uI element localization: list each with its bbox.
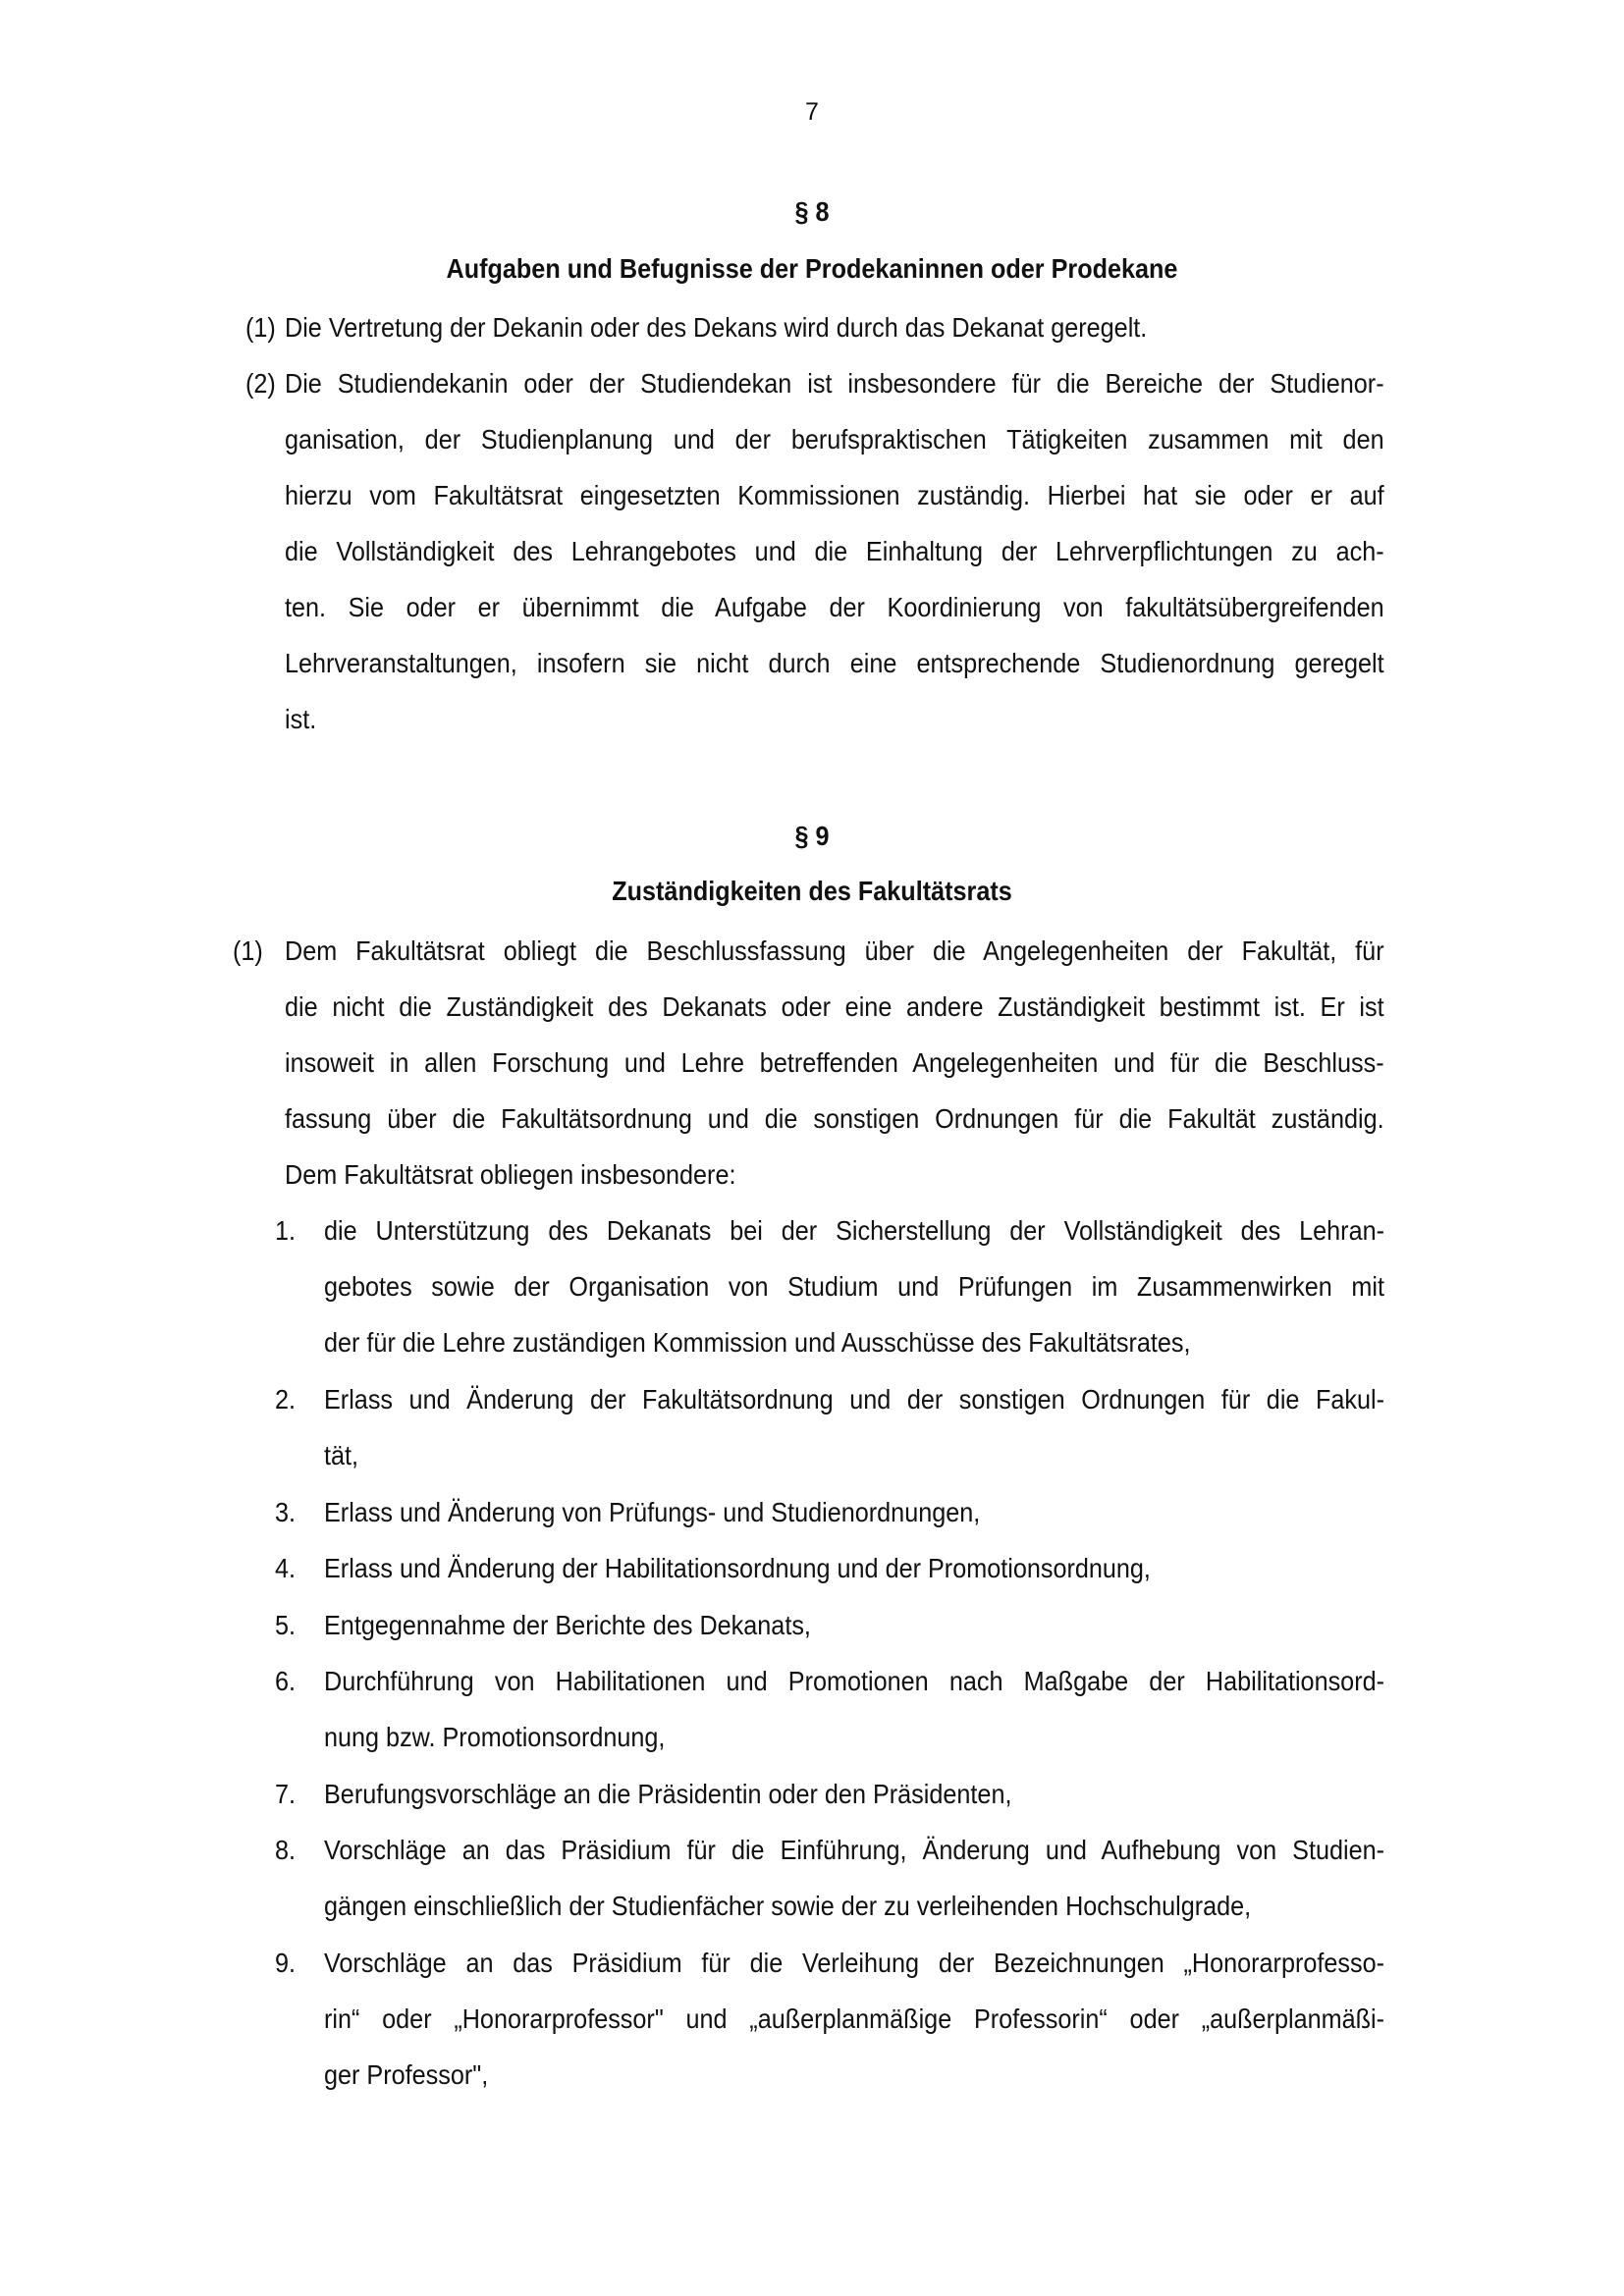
list-item-marker: 5.: [275, 1610, 297, 1640]
paragraph-line: ist.: [285, 704, 317, 734]
list-item-line: Vorschläge an das Präsidium für die Einführung, Änderung und Aufhebung von Studien-: [324, 1835, 1384, 1865]
paragraph-line: ganisation, der Studienplanung und der berufspraktischen Tätigkeiten zusammen mit den: [285, 424, 1384, 454]
list-item-marker: 4.: [275, 1553, 297, 1583]
paragraph-line: insoweit in allen Forschung und Lehre betreffenden Angelegenheiten und für die Beschluss-: [285, 1047, 1384, 1078]
list-item-marker: 8.: [275, 1835, 297, 1865]
paragraph-marker: (1): [245, 312, 276, 343]
list-item-marker: 7.: [275, 1779, 297, 1809]
list-item-line: Erlass und Änderung der Habilitationsordnung und der Promotionsordnung,: [324, 1553, 1151, 1583]
paragraph-line: Die Studiendekanin oder der Studiendekan ist insbesondere für die Bereiche der Studienor-: [285, 368, 1384, 399]
paragraph-line: ten. Sie oder er übernimmt die Aufgabe der Koordinierung von fakultätsübergreifenden: [285, 592, 1384, 622]
list-item-line: die Unterstützung des Dekanats bei der Sicherstellung der Vollständigkeit des Lehran-: [324, 1215, 1384, 1246]
list-item-line: tät,: [324, 1440, 359, 1470]
section-9-number: § 9: [794, 821, 830, 851]
paragraph-line: Dem Fakultätsrat obliegt die Beschlussfassung über die Angelegenheiten der Fakultät, für: [285, 935, 1384, 966]
list-item-line: der für die Lehre zuständigen Kommission und Ausschüsse des Fakultätsrates,: [324, 1327, 1191, 1358]
list-item-marker: 1.: [275, 1215, 297, 1246]
paragraph-line: Lehrveranstaltungen, insofern sie nicht durch eine entsprechende Studienordnung geregelt: [285, 648, 1384, 678]
paragraph-line: die Vollständigkeit des Lehrangebotes und die Einhaltung der Lehrverpflichtungen zu ach-: [285, 536, 1384, 566]
paragraph-line: Die Vertretung der Dekanin oder des Dekans wird durch das Dekanat geregelt.: [285, 312, 1148, 343]
list-item-marker: 3.: [275, 1497, 297, 1527]
section-9-title: Zuständigkeiten des Fakultätsrats: [612, 876, 1012, 906]
list-item-marker: 6.: [275, 1666, 297, 1696]
paragraph-line: hierzu vom Fakultätsrat eingesetzten Kommissionen zuständig. Hierbei hat sie oder er auf: [285, 480, 1384, 510]
list-item-marker: 9.: [275, 1948, 297, 1978]
page-number: 7: [805, 98, 819, 126]
list-item-line: Entgegennahme der Berichte des Dekanats,: [324, 1610, 811, 1640]
list-item-line: Erlass und Änderung von Prüfungs- und Studienordnungen,: [324, 1497, 981, 1527]
paragraph-line: Dem Fakultätsrat obliegen insbesondere:: [285, 1159, 736, 1190]
paragraph-line: fassung über die Fakultätsordnung und die sonstigen Ordnungen für die Fakultät zuständig.: [285, 1103, 1384, 1134]
paragraph-marker: (1): [233, 935, 263, 966]
section-8-title: Aufgaben und Befugnisse der Prodekaninnen oder Prodekane: [446, 253, 1178, 284]
list-item-line: gängen einschließlich der Studienfächer sowie der zu verleihenden Hochschulgrade,: [324, 1891, 1252, 1921]
list-item-line: Berufungsvorschläge an die Präsidentin oder den Präsidenten,: [324, 1779, 1012, 1809]
list-item-line: Erlass und Änderung der Fakultätsordnung und der sonstigen Ordnungen für die Fakul-: [324, 1384, 1384, 1415]
list-item-line: rin“ oder „Honorarprofessor" und „außerplanmäßige Professorin“ oder „außerplanmäßi-: [324, 2003, 1384, 2034]
list-item-line: nung bzw. Promotionsordnung,: [324, 1722, 666, 1752]
section-8-number: § 8: [794, 196, 830, 227]
paragraph-line: die nicht die Zuständigkeit des Dekanats oder eine andere Zuständigkeit bestimmt ist. Er ist: [285, 991, 1384, 1022]
list-item-line: ger Professor",: [324, 2059, 489, 2090]
paragraph-marker: (2): [245, 368, 276, 399]
list-item-marker: 2.: [275, 1384, 297, 1415]
list-item-line: Durchführung von Habilitationen und Promotionen nach Maßgabe der Habilitationsord-: [324, 1666, 1384, 1696]
list-item-line: Vorschläge an das Präsidium für die Verleihung der Bezeichnungen „Honorarprofesso-: [324, 1948, 1384, 1978]
list-item-line: gebotes sowie der Organisation von Studium und Prüfungen im Zusammenwirken mit: [324, 1271, 1384, 1302]
